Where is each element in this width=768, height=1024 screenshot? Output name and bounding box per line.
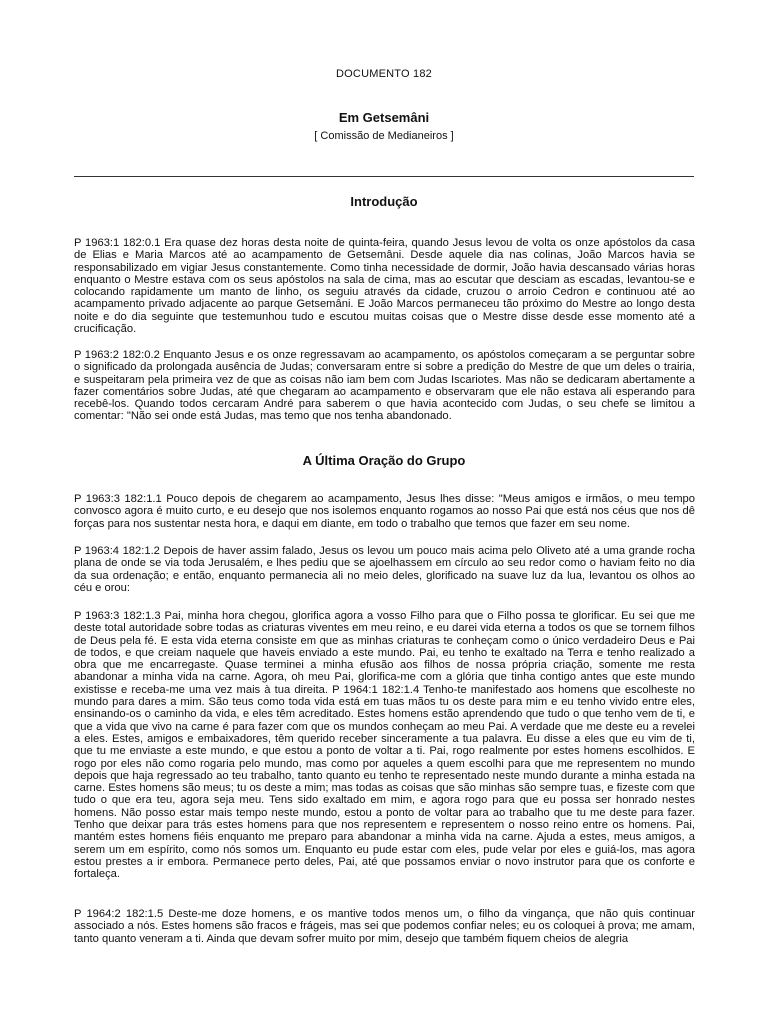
- paragraph: P 1963:4 182:1.2 Depois de haver assim falado, Jesus os levou um pouco mais acima pelo Oliveto até a uma grande rocha plana de onde se via toda Jerusalém, e lhes pediu que se ajoelhassem em círculo ao seu redor como o haviam feito no dia da sua ordenação; e então, enquanto permanecia ali no meio deles, glorificado na suave luz da lua, levantou os olhos ao céu e orou:: [74, 545, 695, 594]
- paragraph: P 1963:3 182:1.3 Pai, minha hora chegou, glorifica agora a vosso Filho para que o Filho possa te glorificar. Eu sei que me deste total autoridade sobre todas as criaturas viventes em meu reino, e eu darei vida eterna a todos os que se tornem filhos de Deus pela fé. E esta vida eterna consiste em que as minhas criaturas te conheçam como o único verdadeiro Deus e Pai de todos, e que creiam naquele que haveis enviado a este mundo. Pai, eu tenho te exaltado na Terra e tenho realizado a obra que me encarregaste. Quase terminei a minha efusão aos filhos de nossa própria criação, somente me resta abandonar a minha vida na carne. Agora, oh meu Pai, glorifica-me com a glória que tinha contigo antes que este mundo existisse e receba-me uma vez mais à tua direita. P 1964:1 182:1.4 Tenho-te manifestado aos homens que escolheste no mundo para dares a mim. São teus como toda vida está em tuas mãos tu os deste para mim e eu tenho vivido entre eles, ensinando-os o caminho da vida, e eles têm acreditado. Estes homens estão aprendendo que tudo o que tenho vem de ti, e que a vida que vivo na carne é para fazer com que os mundos conheçam ao meu Pai. A verdade que me deste eu a revelei a eles. Estes, amigos e embaixadores, têm querido receber sinceramente a tua palavra. Eu disse a eles que eu vim de ti, que tu me enviaste a este mundo, e que estou a ponto de voltar a ti. Pai, rogo realmente por estes homens escolhidos. E rogo por eles não como rogaria pelo mundo, mas como por aqueles a quem escolhi para que me representem no mundo depois que haja regressado ao teu trabalho, tanto quanto eu tenho te representado neste mundo durante a minha estada na carne. Estes homens são meus; tu os deste a mim; mas todas as coisas que são minhas são sempre tuas, e fizeste com que tudo o que era teu, agora seja meu. Tens sido exaltado em mim, e agora rogo para que eu possa ser honrado nestes homens. Não posso estar mais tempo neste mundo, estou a ponto de voltar para ao trabalho que tu me deste para fazer. Tenho que deixar para trás estes homens para que nos representem e representem o nosso reino entre os homens. Pai, mantém estes homens fiéis enquanto me preparo para abandonar a minha vida na carne. Ajuda a estes, meus amigos, a serem um em espírito, como nós somos um. Enquanto eu pude estar com eles, pude velar por eles e guiá-los, mas agora estou prestes a ir embora. Permanece perto deles, Pai, até que possamos enviar o novo instrutor para que os conforte e fortaleça.: [74, 610, 695, 881]
- document-subtitle: [ Comissão de Medianeiros ]: [314, 130, 454, 142]
- paragraph: P 1963:1 182:0.1 Era quase dez horas desta noite de quinta-feira, quando Jesus levou de volta os onze apóstolos da casa de Elias e Maria Marcos até ao acampamento de Getsemâni. Desde aquele dia nas colinas, João Marcos havia se responsabilizado em vigiar Jesus constantemente. Como tinha necessidade de dormir, João havia descansado várias horas enquanto o Mestre estava com os seus apóstolos na sala de cima, mas ao escutar que desciam as escadas, levantou-se e colocando rapidamente um manto de linho, os seguiu através da cidade, cruzou o arroio Cedron e continuou até ao acampamento privado adjacente ao parque Getsemâni. E João Marcos permaneceu tão próximo do Mestre ao longo desta noite e do dia seguinte que testemunhou tudo e escutou muitas coisas que o Mestre disse desde esse momento até a crucificação.: [74, 237, 695, 336]
- document-number: DOCUMENTO 182: [336, 68, 432, 80]
- paragraph: P 1964:2 182:1.5 Deste-me doze homens, e os mantive todos menos um, o filho da vingança, que não quis continuar associado a nós. Estes homens são fracos e frágeis, mas sei que podemos confiar neles; eu os coloquei à prova; me amam, tanto quanto veneram a ti. Ainda que devam sofrer muito por mim, desejo que também fiquem cheios de alegria: [74, 908, 695, 945]
- section-heading-ultima-oracao: A Última Oração do Grupo: [302, 453, 466, 468]
- document-title: Em Getsemâni: [338, 110, 430, 125]
- horizontal-divider: [74, 176, 694, 177]
- paragraph: P 1963:3 182:1.1 Pouco depois de chegarem ao acampamento, Jesus lhes disse: "Meus amigos e irmãos, o meu tempo convosco agora é muito curto, e eu desejo que nos isolemos enquanto rogamos ao nosso Pai que está nos céus que nos dê forças para nos sustentar nesta hora, e daqui em diante, em todo o trabalho que temos que fazer em seu nome.: [74, 493, 695, 530]
- paragraph: P 1963:2 182:0.2 Enquanto Jesus e os onze regressavam ao acampamento, os apóstolos começaram a se perguntar sobre o significado da prolongada ausência de Judas; conversaram entre si sobre a predição do Mestre de que um deles o trairia, e suspeitaram pela primeira vez de que as coisas não iam bem com Judas Iscariotes. Mas não se dedicaram abertamente a fazer comentários sobre Judas, até que chegaram ao acampamento e observaram que ele não estava ali esperando para recebê-los. Quando todos cercaram André para saberem o que havia acontecido com Judas, o seu chefe se limitou a comentar: "Não sei onde está Judas, mas temo que nos tenha abandonado.: [74, 349, 695, 423]
- section-heading-introducao: Introdução: [350, 194, 418, 209]
